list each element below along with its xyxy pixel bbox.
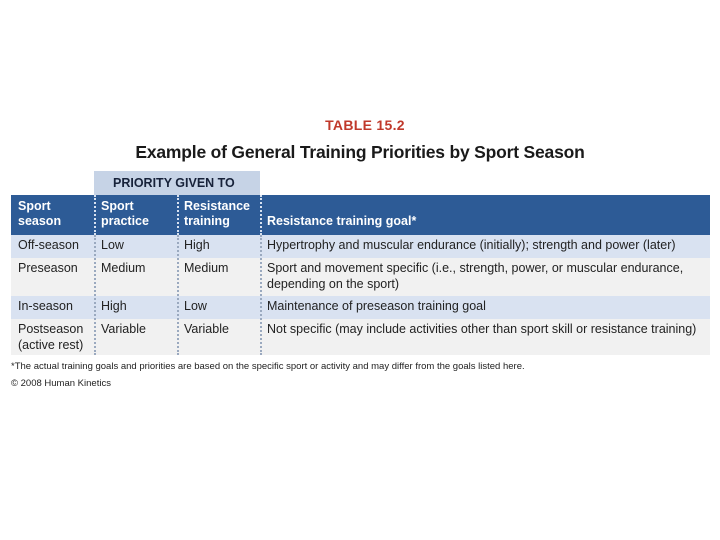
column-divider <box>94 195 96 235</box>
cell-season <box>18 260 78 276</box>
cell-season <box>18 237 79 253</box>
header-resistance-training-goal: Resistance training goal* <box>267 214 417 228</box>
column-divider <box>260 195 262 235</box>
cell-season-line: Preseason <box>18 261 78 275</box>
cell-resistance: Low <box>184 299 207 313</box>
column-divider <box>177 195 179 235</box>
header-sport-season-line-2: season <box>18 214 62 228</box>
cell-season-line: (active rest) <box>18 338 84 352</box>
cell-resistance: Medium <box>184 261 229 275</box>
cell-season-line: In-season <box>18 299 73 313</box>
cell-practice: High <box>101 299 127 313</box>
cell-goal <box>267 298 486 314</box>
cell-goal-line: Not specific (may include activities other than sport skill or resistance training) <box>267 322 697 336</box>
cell-season-line: Postseason <box>18 322 84 336</box>
column-divider <box>177 235 179 355</box>
header-sport-season <box>18 199 61 229</box>
cell-goal <box>267 321 696 337</box>
table-number: TABLE 15.2 <box>325 117 405 133</box>
header-sport-practice-line-2: practice <box>101 214 149 228</box>
header-resistance-training-line-2: training <box>184 214 230 228</box>
priority-group-header-label: PRIORITY GIVEN TO <box>113 176 235 190</box>
header-sport-practice-line-1: Sport <box>101 199 134 213</box>
table-row <box>11 258 710 296</box>
cell-practice: Low <box>101 238 124 252</box>
cell-resistance: Variable <box>184 322 229 336</box>
cell-goal-line: Hypertrophy and muscular endurance (initially); strength and power (later) <box>267 238 676 252</box>
table-title: Example of General Training Priorities by Sport Season <box>135 142 585 162</box>
header-sport-season-line-1: Sport <box>18 199 51 213</box>
header-resistance-training-line-1: Resistance <box>184 199 251 213</box>
cell-season-line: Off-season <box>18 238 79 252</box>
priority-group-header <box>94 171 260 195</box>
cell-season <box>18 298 73 314</box>
column-divider <box>260 235 262 355</box>
table-footnote: *The actual training goals and priorities are based on the specific sport or activity and may differ from the goals listed here. <box>11 361 525 372</box>
table-header-row <box>11 195 710 235</box>
table-row <box>11 319 710 355</box>
column-divider <box>94 235 96 355</box>
cell-goal <box>267 237 676 253</box>
cell-goal <box>267 260 683 292</box>
table-row <box>11 235 710 258</box>
header-resistance-training <box>184 199 250 229</box>
header-sport-practice <box>101 199 149 229</box>
cell-practice: Medium <box>101 261 146 275</box>
cell-goal-line: depending on the sport) <box>267 277 400 291</box>
cell-season <box>18 321 83 353</box>
table-row <box>11 296 710 319</box>
cell-practice: Variable <box>101 322 146 336</box>
copyright-notice: © 2008 Human Kinetics <box>11 378 111 389</box>
cell-goal-line: Maintenance of preseason training goal <box>267 299 486 313</box>
cell-goal-line: Sport and movement specific (i.e., strength, power, or muscular endurance, <box>267 261 684 275</box>
cell-resistance: High <box>184 238 210 252</box>
